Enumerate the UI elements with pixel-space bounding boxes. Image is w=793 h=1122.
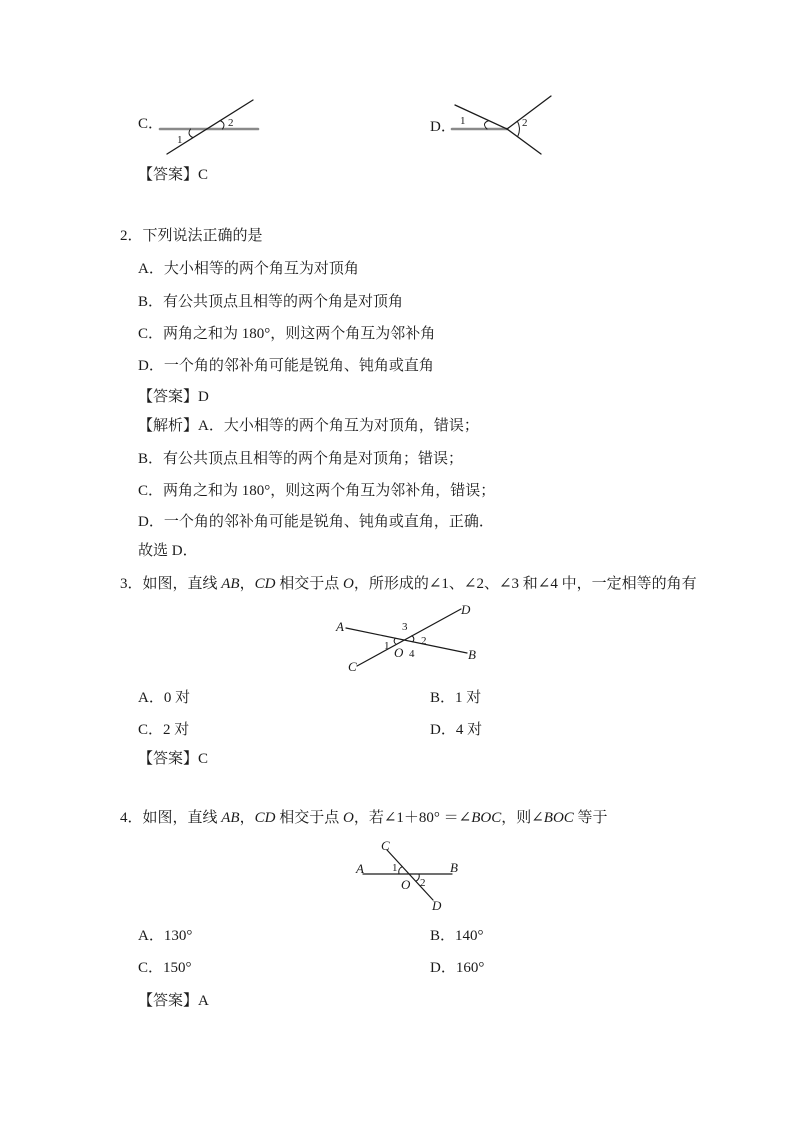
q2-analysis-conclusion: 故选 D． — [138, 543, 198, 559]
q3-option-d: D．4 对 — [430, 722, 483, 738]
angle2-arc — [412, 636, 414, 642]
q3-answer: 【答案】C — [138, 751, 209, 767]
q4-diagram — [350, 836, 470, 916]
q3-option-c: C．2 对 — [138, 722, 190, 738]
q3-stem: 3．如图，直线 AB，CD 相交于点 O，所形成的∠1、∠2、∠3 和∠4 中，一定相等的角有 — [120, 576, 697, 592]
q4-option-c: C．150° — [138, 960, 192, 976]
q1-option-d-diagram — [448, 88, 568, 168]
point-b-label: B — [468, 647, 476, 662]
angle1-arc — [394, 638, 396, 644]
q4-answer: 【答案】A — [138, 993, 209, 1009]
q2-analysis-line-2: B．有公共顶点且相等的两个角是对顶角；错误； — [138, 451, 464, 467]
point-a-label: A — [356, 861, 364, 876]
angle1-label: 1 — [384, 640, 390, 652]
q2-analysis-line-3: C．两角之和为 180°，则这两个角互为邻补角，错误； — [138, 483, 496, 499]
q4-option-d: D．160° — [430, 960, 485, 976]
point-a-label: A — [336, 619, 344, 634]
angle4-label: 4 — [409, 648, 415, 660]
q3-diagram — [330, 600, 485, 695]
angle2-label: 2 — [228, 117, 234, 129]
point-o-label: O — [401, 877, 411, 892]
point-d-label: D — [432, 898, 442, 913]
angle1-arc — [399, 867, 403, 874]
q1-answer: 【答案】C — [138, 167, 209, 183]
q2-option-d: D．一个角的邻补角可能是锐角、钝角或直角 — [138, 358, 434, 374]
point-c-label: C — [348, 659, 357, 674]
q2-option-b: B．有公共顶点且相等的两个角是对顶角 — [138, 294, 404, 310]
q2-analysis-line-1: 【解析】A．大小相等的两个角互为对顶角，错误； — [138, 418, 479, 434]
line-cd — [387, 850, 433, 900]
angle2-label: 2 — [522, 117, 528, 129]
lower-right-ray — [507, 129, 541, 154]
point-b-label: B — [450, 860, 458, 875]
q1-option-c-label: C． — [138, 116, 164, 132]
point-o-label: O — [394, 645, 404, 660]
q2-analysis-line-4: D．一个角的邻补角可能是锐角、钝角或直角，正确． — [138, 514, 494, 530]
q1-option-c-diagram — [155, 90, 265, 160]
q2-option-a: A．大小相等的两个角互为对顶角 — [138, 261, 359, 277]
q4-option-a: A．130° — [138, 928, 193, 944]
q3-option-a: A．0 对 — [138, 690, 191, 706]
angle2-label: 2 — [420, 877, 426, 889]
upper-right-ray — [507, 96, 551, 129]
q1-option-d-label: D． — [430, 119, 456, 135]
q4-stem: 4．如图，直线 AB，CD 相交于点 O，若∠1＋80° ＝∠BOC，则∠BOC 等于 — [120, 810, 608, 826]
q3-option-b: B．1 对 — [430, 690, 482, 706]
q2-answer: 【答案】D — [138, 389, 209, 405]
angle3-label: 3 — [402, 621, 408, 633]
point-c-label: C — [381, 838, 390, 853]
angle2-arc — [416, 874, 419, 881]
angle1-label: 1 — [460, 115, 466, 127]
q4-option-b: B．140° — [430, 928, 484, 944]
point-d-label: D — [461, 602, 471, 617]
angle2-arc — [517, 121, 519, 136]
angle2-label: 2 — [421, 635, 427, 647]
angle1-label: 1 — [177, 134, 183, 146]
angle1-label: 1 — [392, 862, 398, 874]
q2-stem: 2．下列说法正确的是 — [120, 228, 263, 244]
q2-option-c: C．两角之和为 180°，则这两个角互为邻补角 — [138, 326, 436, 342]
